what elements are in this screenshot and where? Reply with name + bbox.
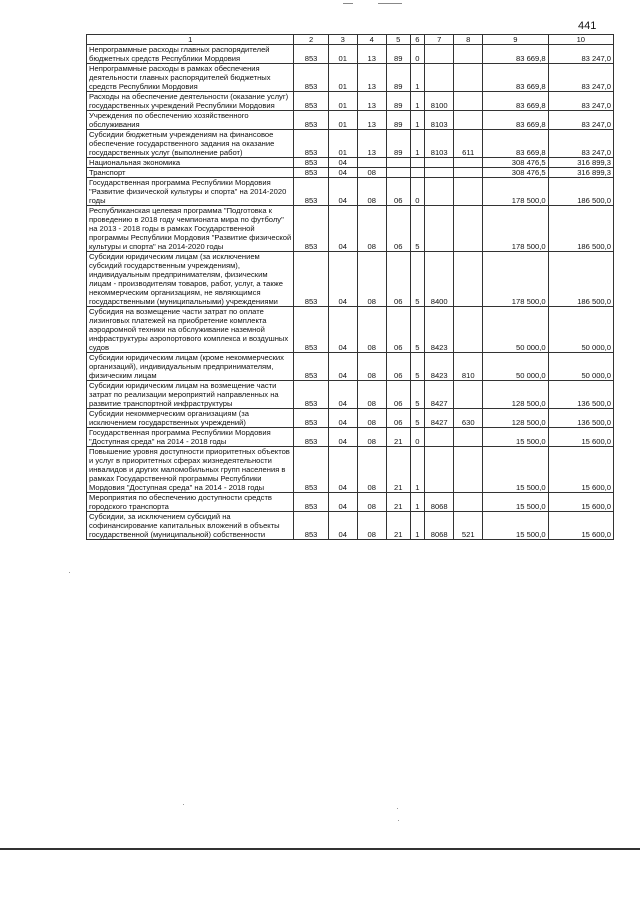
target-article-cell: 8103 — [425, 130, 454, 158]
amount-year2-cell: 186 500,0 — [548, 206, 613, 252]
section-cell: 04 — [328, 447, 357, 493]
subsection-cell: 08 — [357, 252, 386, 307]
table-row — [87, 353, 614, 381]
section-cell: 01 — [328, 111, 357, 130]
item-name-cell: Государственная программа Республики Мордовия "Доступная среда" на 2014 - 2018 годы — [87, 428, 294, 447]
column-header: 10 — [548, 35, 613, 45]
item-name-cell: Учреждения по обеспечению хозяйственного обслуживания — [87, 111, 294, 130]
program-cell: 89 — [386, 92, 410, 111]
section-cell: 04 — [328, 307, 357, 353]
target-article-cell: 8100 — [425, 92, 454, 111]
target-article-cell — [425, 64, 454, 92]
item-name-cell: Республиканская целевая программа "Подготовка к проведению в 2018 году чемпионата мира по футболу" на 2013 - 2018 годы в рамках Государственной программы Республики Мордовия "Развитие физической культуры и спорта" на 2014-2020 годы — [87, 206, 294, 252]
expense-type-cell — [454, 168, 483, 178]
amount-year2-cell: 83 247,0 — [548, 111, 613, 130]
scan-mark — [343, 3, 353, 4]
subprogram-cell: 5 — [410, 409, 425, 428]
item-name-cell: Мероприятия по обеспечению доступности средств городского транспорта — [87, 493, 294, 512]
amount-year1-cell: 83 669,8 — [483, 111, 548, 130]
expense-type-cell — [454, 64, 483, 92]
program-cell — [386, 168, 410, 178]
admin-code-cell: 853 — [294, 409, 328, 428]
admin-code-cell: 853 — [294, 428, 328, 447]
admin-code-cell: 853 — [294, 353, 328, 381]
section-cell: 04 — [328, 381, 357, 409]
table-row — [87, 252, 614, 307]
subsection-cell: 13 — [357, 111, 386, 130]
table-row — [87, 206, 614, 252]
subsection-cell: 08 — [357, 168, 386, 178]
table-row — [87, 493, 614, 512]
column-header: 8 — [454, 35, 483, 45]
section-cell: 04 — [328, 178, 357, 206]
amount-year1-cell: 15 500,0 — [483, 428, 548, 447]
page-bottom-rule — [0, 848, 640, 850]
amount-year1-cell: 15 500,0 — [483, 447, 548, 493]
subprogram-cell: 1 — [410, 512, 425, 540]
subprogram-cell: 5 — [410, 353, 425, 381]
admin-code-cell: 853 — [294, 381, 328, 409]
section-cell: 01 — [328, 45, 357, 64]
table-row — [87, 111, 614, 130]
item-name-cell: Расходы на обеспечение деятельности (оказание услуг) государственных учреждений Республики Мордовия — [87, 92, 294, 111]
subprogram-cell: 1 — [410, 64, 425, 92]
amount-year2-cell: 50 000,0 — [548, 307, 613, 353]
amount-year2-cell: 15 600,0 — [548, 493, 613, 512]
program-cell: 06 — [386, 409, 410, 428]
target-article-cell: 8068 — [425, 512, 454, 540]
item-name-cell: Непрограммные расходы главных распорядителей бюджетных средств Республики Мордовия — [87, 45, 294, 64]
admin-code-cell: 853 — [294, 130, 328, 158]
amount-year1-cell: 178 500,0 — [483, 206, 548, 252]
program-cell: 21 — [386, 493, 410, 512]
subsection-cell: 08 — [357, 512, 386, 540]
admin-code-cell: 853 — [294, 493, 328, 512]
amount-year1-cell: 15 500,0 — [483, 493, 548, 512]
amount-year2-cell: 83 247,0 — [548, 130, 613, 158]
subprogram-cell — [410, 168, 425, 178]
program-cell: 06 — [386, 252, 410, 307]
subprogram-cell: 0 — [410, 178, 425, 206]
expense-type-cell — [454, 252, 483, 307]
admin-code-cell: 853 — [294, 206, 328, 252]
section-cell: 04 — [328, 168, 357, 178]
admin-code-cell: 853 — [294, 512, 328, 540]
admin-code-cell: 853 — [294, 168, 328, 178]
amount-year1-cell: 128 500,0 — [483, 409, 548, 428]
amount-year2-cell: 136 500,0 — [548, 381, 613, 409]
target-article-cell — [425, 45, 454, 64]
amount-year2-cell: 83 247,0 — [548, 92, 613, 111]
amount-year2-cell: 15 600,0 — [548, 428, 613, 447]
amount-year2-cell: 316 899,3 — [548, 168, 613, 178]
subsection-cell: 08 — [357, 178, 386, 206]
page-number: 441 — [578, 20, 597, 32]
program-cell: 06 — [386, 206, 410, 252]
table-row — [87, 428, 614, 447]
program-cell: 89 — [386, 45, 410, 64]
target-article-cell — [425, 447, 454, 493]
admin-code-cell: 853 — [294, 307, 328, 353]
subprogram-cell: 1 — [410, 447, 425, 493]
program-cell — [386, 158, 410, 168]
subsection-cell: 08 — [357, 428, 386, 447]
item-name-cell: Субсидии некоммерческим организациям (за исключением государственных учреждений) — [87, 409, 294, 428]
subsection-cell: 08 — [357, 353, 386, 381]
admin-code-cell: 853 — [294, 64, 328, 92]
amount-year2-cell: 83 247,0 — [548, 64, 613, 92]
program-cell: 06 — [386, 178, 410, 206]
table-row — [87, 447, 614, 493]
section-cell: 04 — [328, 409, 357, 428]
target-article-cell: 8103 — [425, 111, 454, 130]
amount-year2-cell: 15 600,0 — [548, 447, 613, 493]
program-cell: 06 — [386, 307, 410, 353]
amount-year2-cell: 83 247,0 — [548, 45, 613, 64]
admin-code-cell: 853 — [294, 111, 328, 130]
table-row — [87, 158, 614, 168]
program-cell: 89 — [386, 130, 410, 158]
expense-type-cell: 611 — [454, 130, 483, 158]
target-article-cell — [425, 158, 454, 168]
amount-year2-cell: 186 500,0 — [548, 178, 613, 206]
expense-type-cell — [454, 178, 483, 206]
amount-year1-cell: 50 000,0 — [483, 307, 548, 353]
target-article-cell: 8068 — [425, 493, 454, 512]
admin-code-cell: 853 — [294, 178, 328, 206]
target-article-cell — [425, 206, 454, 252]
subsection-cell: 08 — [357, 447, 386, 493]
target-article-cell — [425, 428, 454, 447]
expense-type-cell: 630 — [454, 409, 483, 428]
table-row — [87, 45, 614, 64]
section-cell: 04 — [328, 158, 357, 168]
amount-year1-cell: 83 669,8 — [483, 130, 548, 158]
section-cell: 04 — [328, 428, 357, 447]
subsection-cell: 08 — [357, 206, 386, 252]
subsection-cell: 13 — [357, 64, 386, 92]
admin-code-cell: 853 — [294, 447, 328, 493]
amount-year1-cell: 15 500,0 — [483, 512, 548, 540]
table-row — [87, 409, 614, 428]
section-cell: 04 — [328, 493, 357, 512]
admin-code-cell: 853 — [294, 45, 328, 64]
program-cell: 89 — [386, 111, 410, 130]
expense-type-cell — [454, 158, 483, 168]
expense-type-cell — [454, 307, 483, 353]
expense-type-cell — [454, 428, 483, 447]
expense-type-cell — [454, 493, 483, 512]
table-row — [87, 307, 614, 353]
target-article-cell — [425, 168, 454, 178]
subprogram-cell: 1 — [410, 493, 425, 512]
target-article-cell: 8427 — [425, 409, 454, 428]
expense-type-cell — [454, 447, 483, 493]
expense-type-cell — [454, 111, 483, 130]
section-cell: 01 — [328, 64, 357, 92]
amount-year2-cell: 15 600,0 — [548, 512, 613, 540]
section-cell: 01 — [328, 130, 357, 158]
table-row — [87, 64, 614, 92]
scan-speck — [69, 572, 70, 573]
table-row — [87, 168, 614, 178]
target-article-cell: 8423 — [425, 353, 454, 381]
subsection-cell: 13 — [357, 45, 386, 64]
expense-type-cell: 810 — [454, 353, 483, 381]
admin-code-cell: 853 — [294, 252, 328, 307]
target-article-cell: 8427 — [425, 381, 454, 409]
amount-year1-cell: 178 500,0 — [483, 178, 548, 206]
amount-year1-cell: 308 476,5 — [483, 168, 548, 178]
table-header-row — [87, 35, 614, 45]
item-name-cell: Транспорт — [87, 168, 294, 178]
column-header: 9 — [483, 35, 548, 45]
column-header: 6 — [410, 35, 425, 45]
section-cell: 01 — [328, 92, 357, 111]
item-name-cell: Субсидии юридическим лицам (кроме некоммерческих организаций), индивидуальным предпринимателям, физическим лицам — [87, 353, 294, 381]
subprogram-cell: 5 — [410, 252, 425, 307]
amount-year2-cell: 316 899,3 — [548, 158, 613, 168]
item-name-cell: Государственная программа Республики Мордовия "Развитие физической культуры и спорта" на 2014-2020 годы — [87, 178, 294, 206]
subsection-cell: 08 — [357, 409, 386, 428]
admin-code-cell: 853 — [294, 158, 328, 168]
amount-year1-cell: 178 500,0 — [483, 252, 548, 307]
scan-speck — [398, 820, 399, 821]
subsection-cell: 08 — [357, 307, 386, 353]
column-header: 2 — [294, 35, 328, 45]
subsection-cell: 08 — [357, 493, 386, 512]
item-name-cell: Субсидия на возмещение части затрат по оплате лизинговых платежей на приобретение комплекта аэродромной техники на обслуживание наземной инфраструктуры аэропортового комплекса и воздушных судов — [87, 307, 294, 353]
program-cell: 06 — [386, 353, 410, 381]
amount-year1-cell: 50 000,0 — [483, 353, 548, 381]
amount-year1-cell: 83 669,8 — [483, 92, 548, 111]
table-row — [87, 92, 614, 111]
program-cell: 21 — [386, 512, 410, 540]
expense-type-cell — [454, 381, 483, 409]
column-header: 4 — [357, 35, 386, 45]
table-row — [87, 381, 614, 409]
subsection-cell — [357, 158, 386, 168]
scan-mark — [378, 3, 402, 4]
item-name-cell: Национальная экономика — [87, 158, 294, 168]
column-header: 5 — [386, 35, 410, 45]
program-cell: 06 — [386, 381, 410, 409]
column-header: 7 — [425, 35, 454, 45]
subprogram-cell — [410, 158, 425, 168]
amount-year1-cell: 308 476,5 — [483, 158, 548, 168]
amount-year2-cell: 50 000,0 — [548, 353, 613, 381]
program-cell: 21 — [386, 428, 410, 447]
target-article-cell — [425, 178, 454, 206]
section-cell: 04 — [328, 353, 357, 381]
subsection-cell: 13 — [357, 130, 386, 158]
subprogram-cell: 5 — [410, 206, 425, 252]
amount-year2-cell: 186 500,0 — [548, 252, 613, 307]
subprogram-cell: 0 — [410, 428, 425, 447]
item-name-cell: Повышение уровня доступности приоритетных объектов и услуг в приоритетных сферах жизнедеятельности инвалидов и других маломобильных групп населения в рамках Государственной программы Республики Мордовия "Доступная среда" на 2014 - 2018 годы — [87, 447, 294, 493]
section-cell: 04 — [328, 206, 357, 252]
amount-year1-cell: 83 669,8 — [483, 45, 548, 64]
item-name-cell: Субсидии юридическим лицам на возмещение части затрат по реализации мероприятий направленных на развитие транспортной инфраструктуры — [87, 381, 294, 409]
item-name-cell: Непрограммные расходы в рамках обеспечения деятельности главных распорядителей бюджетных средств Республики Мордовия — [87, 64, 294, 92]
expense-type-cell — [454, 45, 483, 64]
subprogram-cell: 1 — [410, 92, 425, 111]
program-cell: 89 — [386, 64, 410, 92]
target-article-cell: 8400 — [425, 252, 454, 307]
column-header: 3 — [328, 35, 357, 45]
budget-table — [86, 34, 614, 540]
column-header: 1 — [87, 35, 294, 45]
item-name-cell: Субсидии юридическим лицам (за исключением субсидий государственным учреждениям), индивидуальным предпринимателям, физическим лицам - производителям товаров, работ, услуг, а также некоммерческим организациям, не являющимся государственными (муниципальными) учреждениями — [87, 252, 294, 307]
amount-year1-cell: 128 500,0 — [483, 381, 548, 409]
subprogram-cell: 5 — [410, 381, 425, 409]
expense-type-cell — [454, 206, 483, 252]
expense-type-cell: 521 — [454, 512, 483, 540]
scan-speck — [183, 804, 184, 805]
expense-type-cell — [454, 92, 483, 111]
subsection-cell: 13 — [357, 92, 386, 111]
target-article-cell: 8423 — [425, 307, 454, 353]
subprogram-cell: 1 — [410, 130, 425, 158]
amount-year1-cell: 83 669,8 — [483, 64, 548, 92]
program-cell: 21 — [386, 447, 410, 493]
amount-year2-cell: 136 500,0 — [548, 409, 613, 428]
subprogram-cell: 0 — [410, 45, 425, 64]
scan-speck — [397, 808, 398, 809]
subsection-cell: 08 — [357, 381, 386, 409]
admin-code-cell: 853 — [294, 92, 328, 111]
item-name-cell: Субсидии бюджетным учреждениям на финансовое обеспечение государственного задания на оказание государственных услуг (выполнение работ) — [87, 130, 294, 158]
subprogram-cell: 5 — [410, 307, 425, 353]
table-row — [87, 178, 614, 206]
table-row — [87, 130, 614, 158]
subprogram-cell: 1 — [410, 111, 425, 130]
section-cell: 04 — [328, 512, 357, 540]
table-row — [87, 512, 614, 540]
item-name-cell: Субсидии, за исключением субсидий на софинансирование капитальных вложений в объекты государственной (муниципальной) собственности — [87, 512, 294, 540]
section-cell: 04 — [328, 252, 357, 307]
